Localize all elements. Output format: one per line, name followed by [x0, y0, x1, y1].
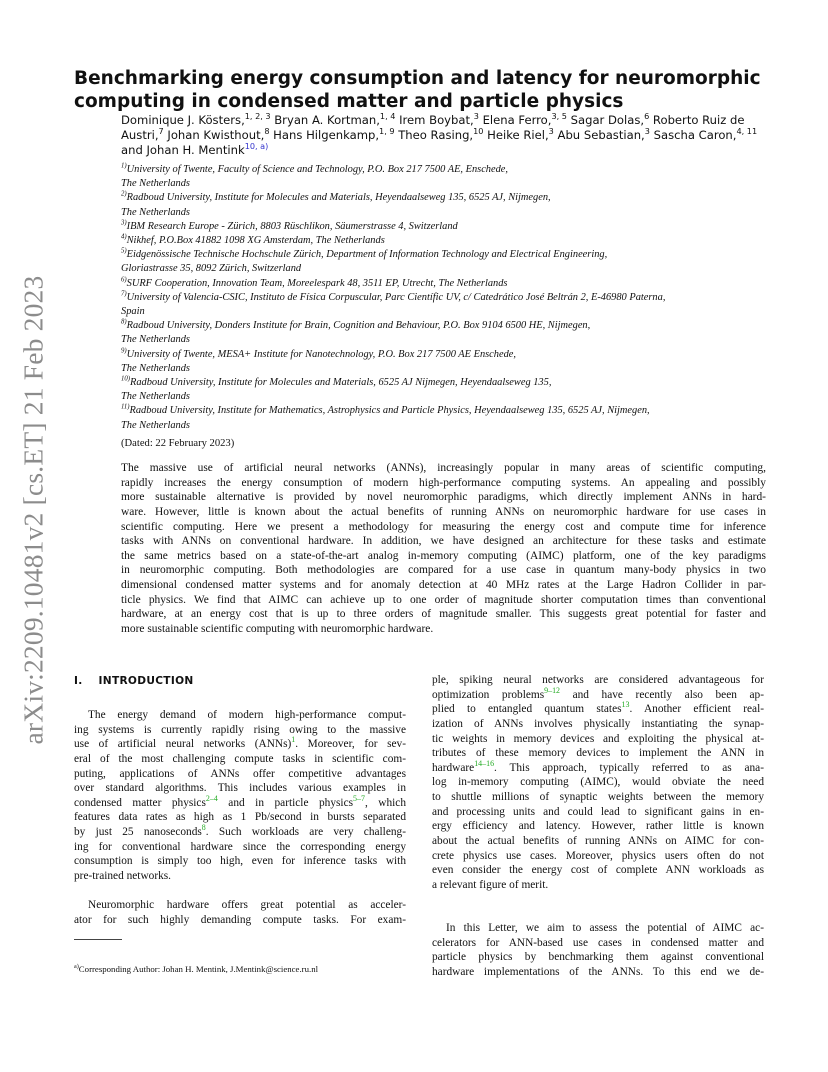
text-line: eral of the most challenging compute tasks in scientific com-: [74, 752, 406, 765]
affiliation-line: [121, 262, 766, 276]
text-line: celerators for ANN-based use cases in condensed matter and: [432, 936, 764, 949]
abstract-line: scientific computing. Here we present a methodology for measuring the energy cost and compute time for inference: [121, 520, 766, 533]
text-line: ing for conventional hardware since the corresponding energy: [74, 840, 406, 853]
affiliation-number: 9): [121, 347, 127, 355]
text-line: to shuttle millions of synaptic weights between the memory: [432, 791, 764, 804]
text-span: use of artificial neural networks (ANNs): [74, 738, 292, 751]
text-line: In this Letter, we aim to assess the potential of AIMC ac-: [446, 922, 764, 934]
affiliation-line: [121, 348, 766, 362]
affiliation-text: The Netherlands: [121, 206, 190, 218]
text-line: pre-trained networks.: [74, 870, 172, 883]
affiliation-text: Radboud University, Institute for Molecules and Materials, 6525 AJ Nijmegen, Heyendaalseweg 135,: [130, 377, 552, 389]
affiliation-text: Radboud University, Institute for Molecules and Materials, Heyendaalseweg 135, 6525 AJ, Nijmegen,: [126, 192, 551, 204]
affiliation-marker: 4, 11: [736, 126, 758, 137]
arxiv-identifier-stamp: [8, 275, 58, 745]
author-name: and Johan H. Mentink: [121, 143, 245, 157]
affiliation-line: [121, 191, 766, 205]
intro-right-column-paragraph-2: [432, 921, 764, 980]
section-title: INTRODUCTION: [98, 675, 194, 687]
text-line: crete physics use cases. Moreover, physics users often do not: [432, 849, 764, 862]
text-line: ator for such highly demanding compute tasks. For exam-: [74, 913, 406, 926]
text-span: and have recently also been ap-: [560, 688, 764, 701]
footnote-marker: a): [74, 964, 79, 971]
author-line: [121, 113, 766, 128]
affiliation-text: Eidgenössische Technische Hochschule Zürich, Department of Information Technology and Electrical Engineering,: [126, 249, 608, 261]
affiliation-marker: 3: [644, 126, 650, 137]
citation-link[interactable]: 13: [621, 700, 630, 710]
affiliation-text: University of Valencia-CSIC, Instituto de Física Corpuscular, Parc Científic UV, c/ Catedrático José Beltrán 2, E-46980 Paterna,: [126, 291, 666, 303]
text-line: ergy efficiency and latency. However, rather little is known: [432, 820, 764, 833]
affiliation-text: The Netherlands: [121, 391, 190, 403]
author-name: Irem Boybat,: [395, 113, 474, 127]
abstract-line: ticle physics. We find that AIMC can achieve up to one order of magnitude shorter computation times than conventional: [121, 593, 766, 606]
affiliation-text: The Netherlands: [121, 419, 190, 431]
affiliation-number: 4): [121, 233, 127, 241]
text-line: and processing units and could lead to significant gains in en-: [432, 805, 764, 818]
affiliation-marker: 1, 2, 3: [244, 111, 271, 122]
text-line: about the actual benefits of running ANNs on AIMC for con-: [432, 835, 764, 848]
section-number: I.: [74, 675, 83, 687]
text-span: hardware: [432, 761, 475, 774]
affiliation-text: The Netherlands: [121, 178, 190, 190]
affiliation-line: [121, 220, 766, 234]
author-name: Heike Riel,: [483, 128, 549, 142]
affiliation-marker: 3, 5: [551, 111, 567, 122]
text-line: [74, 796, 406, 811]
affiliation-number: 6): [121, 276, 127, 284]
text-line: [74, 825, 406, 840]
affiliation-line: [121, 177, 766, 191]
author-name: Dominique J. Kösters,: [121, 113, 245, 127]
affiliation-text: SURF Cooperation, Innovation Team, Moreelespark 48, 3511 EP, Utrecht, The Netherlands: [126, 277, 508, 289]
text-line: particle physics by benchmarking them against conventional: [432, 951, 764, 964]
text-line: features data rates as high as 1 Pb/second in bursts separated: [74, 811, 406, 824]
abstract-line: hardware, at an energy cost that is up to three orders of magnitude smaller. This suggests great potential for faster and: [121, 608, 766, 621]
footnote-text: Corresponding Author: Johan H. Mentink, J.Mentink@science.ru.nl: [78, 964, 319, 974]
corresponding-author-link[interactable]: 10, a): [244, 141, 269, 152]
citation-link[interactable]: 8: [201, 823, 206, 833]
text-span: . Such workloads are very challeng-: [205, 826, 406, 839]
text-line: log in-memory computing (AIMC), would obviate the need: [432, 776, 764, 789]
text-line: hardware implementations of the ANNs. To this end we de-: [432, 965, 764, 978]
affiliation-text: University of Twente, MESA+ Institute for Nanotechnology, P.O. Box 217 7500 AE Enschede,: [126, 348, 517, 360]
affiliation-marker: 3: [548, 126, 554, 137]
affiliation-number: 3): [121, 219, 127, 227]
affiliation-line: [121, 404, 766, 418]
section-heading: [74, 675, 194, 687]
abstract-line: The massive use of artificial neural networks (ANNs), increasingly popular in many areas of scientific computing,: [121, 462, 766, 474]
citation-link[interactable]: 1: [291, 735, 296, 745]
affiliation-text: The Netherlands: [121, 362, 190, 374]
affiliation-line: [121, 248, 766, 262]
affiliation-line: [121, 277, 766, 291]
text-span: . This approach, typically referred to as ana-: [494, 761, 764, 774]
affiliation-line: [121, 234, 766, 248]
abstract-line: tasks with ANNs on conventional hardware. In addition, we have designed an architecture for these tasks and estimate: [121, 535, 766, 548]
author-name: Sagar Dolas,: [566, 113, 645, 127]
affiliation-text: University of Twente, Faculty of Science and Technology, P.O. Box 217 7500 AE, Enschede,: [126, 164, 509, 175]
text-span: condensed matter physics: [74, 796, 206, 809]
abstract-line: the same metrics based on a state-of-the-art analog in-memory computing (AIMC) platform, one of the key paradigms: [121, 549, 766, 562]
author-name: Austri,: [121, 128, 159, 142]
author-line: [121, 128, 766, 143]
author-name: Elena Ferro,: [478, 113, 552, 127]
text-line: even consider the energy cost of complete ANN workloads as: [432, 864, 764, 877]
affiliation-marker: 6: [644, 111, 650, 122]
affiliation-line: [121, 319, 766, 333]
text-line: [432, 685, 764, 703]
text-line: ple, spiking neural networks are considered advantageous for: [432, 674, 764, 686]
text-line: Neuromorphic hardware offers great potential as acceler-: [88, 899, 406, 911]
text-line: [74, 737, 406, 752]
affiliation-line: [121, 362, 766, 376]
abstract-line: ware. However, little is known about the actual benefits of running ANNs on neuromorphic hardware for use cases in: [121, 505, 766, 518]
text-line: consumption is simply too high, even for inference tasks with: [74, 855, 406, 868]
intro-left-column-paragraph-2: [74, 898, 406, 927]
text-line: puting, applications of ANNs offer competitive advantages: [74, 767, 406, 780]
citation-link[interactable]: 2–4: [205, 794, 218, 804]
affiliation-line: [121, 390, 766, 404]
affiliation-line: [121, 376, 766, 390]
affiliation-line: [121, 305, 766, 319]
text-span: . Moreover, for sev-: [295, 738, 407, 751]
abstract-line: rapidly increases the energy consumption of modern high-performance computing systems. An appealing and possibly: [121, 476, 766, 489]
footnote: [74, 964, 318, 974]
affiliation-number: 5): [121, 247, 127, 255]
text-span: plied to entangled quantum states: [432, 703, 622, 716]
affiliation-marker: 10: [473, 126, 484, 137]
author-name: Sascha Caron,: [649, 128, 737, 142]
author-name: Johan Kwisthout,: [163, 128, 265, 142]
text-span: optimization problems: [432, 688, 545, 701]
affiliation-marker: 7: [158, 126, 164, 137]
affiliation-line: [121, 163, 766, 177]
affiliation-text: IBM Research Europe - Zürich, 8803 Rüschlikon, Säumerstrasse 4, Switzerland: [126, 220, 458, 232]
text-line: ing systems is currently rapidly rising owing to the massive: [74, 723, 406, 736]
affiliation-text: Gloriastrasse 35, 8092 Zürich, Switzerland: [121, 263, 302, 275]
paper-title: Benchmarking energy consumption and latency for neuromorphic computing in condensed matter and particle physics: [74, 68, 761, 112]
citation-link[interactable]: 14–16: [474, 759, 495, 769]
author-name: Roberto Ruiz de: [649, 113, 745, 127]
date-line: (Dated: 22 February 2023): [121, 438, 235, 449]
affiliation-line: [121, 291, 766, 305]
text-line: [432, 761, 764, 776]
affiliation-number: 2): [121, 190, 127, 198]
author-name: Theo Rasing,: [394, 128, 474, 142]
text-span: . Another efficient real-: [629, 703, 764, 716]
affiliation-marker: 1, 4: [379, 111, 396, 122]
citation-link[interactable]: 5–7: [353, 794, 365, 804]
intro-right-column-paragraph-1: [432, 673, 764, 893]
text-line: a relevant figure of merit.: [432, 878, 549, 891]
affiliation-marker: 8: [264, 126, 270, 137]
affiliation-marker: 3: [473, 111, 479, 122]
abstract: [121, 461, 766, 637]
affiliation-text: Radboud University, Donders Institute for Brain, Cognition and Behaviour, P.O. Box 9104 6500 HE, Nijmegen,: [126, 320, 591, 332]
affiliation-number: 10): [121, 375, 130, 383]
affiliation-number: 1): [121, 162, 127, 170]
affiliation-marker: 1, 9: [379, 126, 395, 137]
text-line: tributes of these memory devices to implement the ANN in: [432, 747, 764, 760]
affiliation-line: [121, 419, 766, 433]
affiliation-text: Nikhef, P.O.Box 41882 1098 XG Amsterdam, The Netherlands: [126, 235, 385, 247]
text-line: ization of ANNs involves physically instantiating the synap-: [432, 717, 764, 730]
arxiv-stamp-text: arXiv:2209.10481v2 [cs.ET] 21 Feb 2023: [17, 275, 48, 745]
citation-link[interactable]: 9–12: [544, 685, 561, 695]
affiliation-number: 11): [121, 403, 130, 411]
author-line: [121, 143, 766, 158]
author-name: Hans Hilgenkamp,: [269, 128, 380, 142]
author-name: Abu Sebastian,: [553, 128, 645, 142]
abstract-line: more sustainable scientific computing with neuromorphic hardware.: [121, 623, 434, 636]
author-list: [121, 113, 766, 158]
footnote-rule: [74, 939, 122, 940]
affiliation-text: Spain: [121, 306, 145, 318]
affiliation-list: [121, 163, 766, 433]
text-line: The energy demand of modern high-performance comput-: [88, 709, 406, 721]
affiliation-text: The Netherlands: [121, 334, 190, 346]
text-line: [432, 702, 764, 717]
text-line: over standard algorithms. This includes various examples in: [74, 782, 406, 795]
affiliation-line: [121, 333, 766, 347]
affiliation-line: [121, 206, 766, 220]
affiliation-number: 7): [121, 290, 127, 298]
abstract-line: more sustainable alternative is provided by novel neuromorphic paradigms, which directly implement ANNs in hard-: [121, 491, 766, 504]
text-line: tic weights in memory devices and exploiting the physical at-: [432, 732, 764, 745]
abstract-line: dimensional condensed matter systems and for anomaly detection at 40 MHz rates at the Large Hadron Collider in par-: [121, 579, 766, 592]
abstract-line: in neuromorphic computing. Both methodologies are compared for a use case in quantum many-body physics in two: [121, 564, 766, 577]
intro-left-column-paragraph-1: [74, 708, 406, 884]
author-name: Bryan A. Kortman,: [270, 113, 380, 127]
affiliation-number: 8): [121, 318, 127, 326]
text-span: by just 25 nanoseconds: [74, 826, 202, 839]
text-span: and in particle physics: [217, 796, 354, 809]
affiliation-text: Radboud University, Institute for Mathematics, Astrophysics and Particle Physics, Heyendaalseweg 135, 6525 AJ, Nijmegen,: [129, 405, 650, 417]
text-span: , which: [364, 796, 406, 809]
